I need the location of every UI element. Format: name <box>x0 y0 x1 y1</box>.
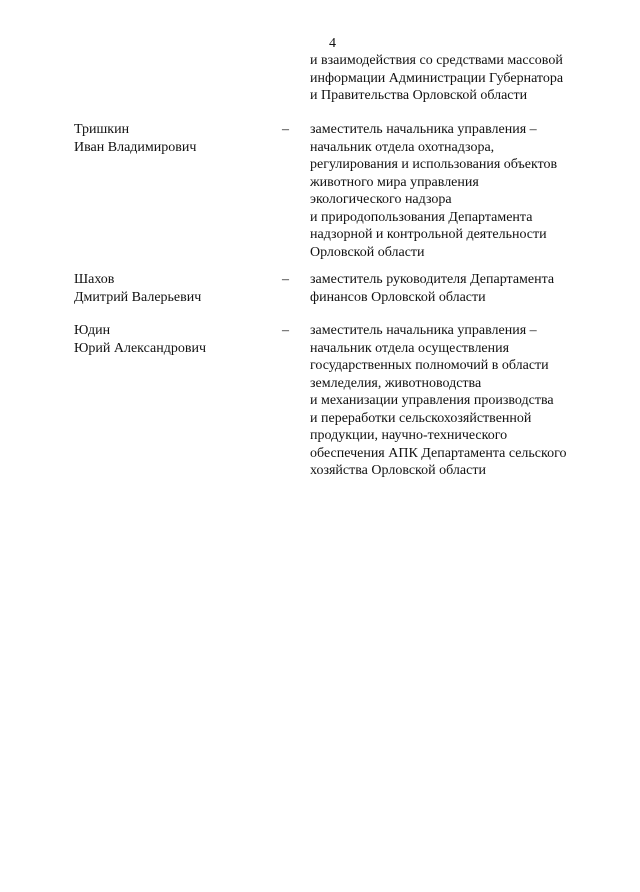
role-line: заместитель начальника управления – <box>310 122 537 137</box>
entry-dash: – <box>282 323 289 338</box>
person-role <box>310 121 610 261</box>
person-name <box>74 271 274 306</box>
person-role <box>310 271 610 306</box>
role-line: заместитель руководителя Департамента <box>310 272 555 287</box>
person-surname: Юдин <box>74 323 111 338</box>
continued-role-line: информации Администрации Губернатора <box>310 70 564 86</box>
role-line: земледелия, животноводства <box>310 375 482 391</box>
role-line: заместитель начальника управления – <box>310 323 537 338</box>
person-surname: Тришкин <box>74 122 130 137</box>
role-line: регулирования и использования объектов <box>310 157 558 172</box>
role-line: животного мира управления <box>310 174 479 190</box>
role-line: финансов Орловской области <box>310 289 486 305</box>
person-given-names: Дмитрий Валерьевич <box>74 289 202 305</box>
person-name <box>74 121 274 156</box>
person-surname: Шахов <box>74 272 115 287</box>
page-number: 4 <box>329 36 336 51</box>
entry-dash: – <box>282 122 289 137</box>
role-line: начальник отдела охотнадзора, <box>310 139 495 155</box>
role-line: продукции, научно-технического <box>310 428 508 443</box>
role-line: экологического надзора <box>310 192 452 207</box>
role-line: хозяйства Орловской области <box>310 463 486 478</box>
entry-dash: – <box>282 272 289 287</box>
role-line: и переработки сельскохозяйственной <box>310 410 532 426</box>
person-given-names: Юрий Александрович <box>74 340 206 356</box>
role-line: обеспечения АПК Департамента сельского <box>310 445 567 461</box>
role-line: надзорной и контрольной деятельности <box>310 227 547 242</box>
person-given-names: Иван Владимирович <box>74 139 197 155</box>
role-line: начальник отдела осуществления <box>310 340 510 356</box>
continued-role-line: и взаимодействия со средствами массовой <box>310 53 563 68</box>
role-line: государственных полномочий в области <box>310 358 549 373</box>
role-line: и механизации управления производства <box>310 393 554 408</box>
person-name <box>74 322 274 357</box>
continued-role-line: и Правительства Орловской области <box>310 88 528 103</box>
person-role <box>310 322 610 480</box>
role-line: Орловской области <box>310 244 425 260</box>
continued-role-text <box>310 52 610 105</box>
role-line: и природопользования Департамента <box>310 209 533 225</box>
